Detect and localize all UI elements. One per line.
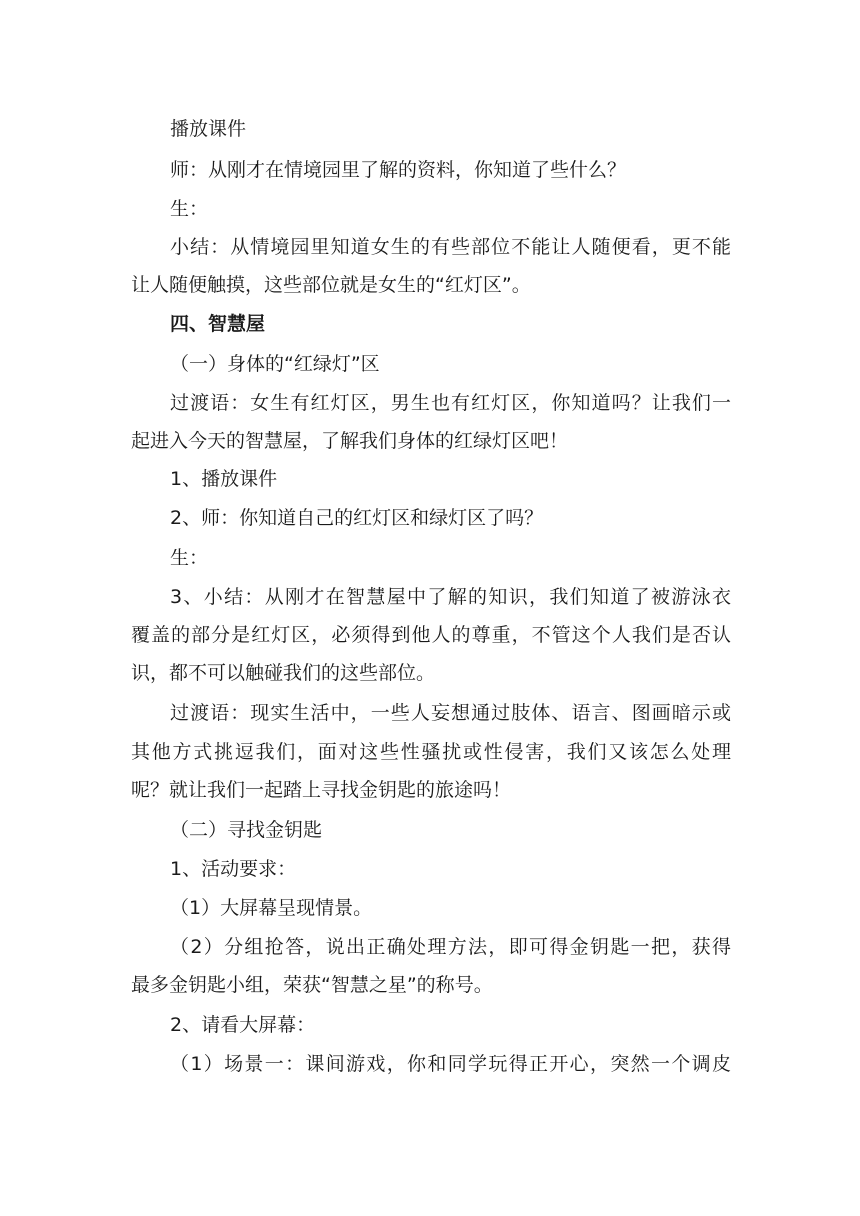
text-line: 最多金钥匙小组，荣获“智慧之星”的称号。 (131, 974, 493, 996)
text-line: 师：从刚才在情境园里了解的资料，你知道了些什么？ (170, 159, 627, 181)
text-line: 过渡语：现实生活中，一些人妄想通过肢体、语言、图画暗示或 (170, 702, 731, 724)
text-line: 生： (170, 547, 209, 569)
text-line: 3、小结：从刚才在智慧屋中了解的知识，我们知道了被游泳衣 (170, 586, 731, 608)
text-line: （2）分组抢答，说出正确处理方法，即可得金钥匙一把，获得 (170, 936, 731, 958)
text-line: 起进入今天的智慧屋，了解我们身体的红绿灯区吧！ (131, 430, 569, 452)
text-line: 播放课件 (170, 118, 247, 140)
text-line: 过渡语：女生有红灯区，男生也有红灯区，你知道吗？让我们一 (170, 392, 731, 414)
text-line: 识，都不可以触碰我们的这些部位。 (131, 662, 436, 684)
text-line: （1）场景一：课间游戏，你和同学玩得正开心，突然一个调皮 (170, 1053, 731, 1075)
text-line: 1、活动要求： (170, 858, 297, 880)
text-line: 2、师：你知道自己的红灯区和绿灯区了吗？ (170, 507, 544, 529)
text-line: 小结：从情境园里知道女生的有些部位不能让人随便看，更不能 (170, 236, 731, 258)
subsection-heading: （二）寻找金钥匙 (170, 819, 323, 841)
subsection-heading: （一）身体的“红绿灯”区 (170, 353, 380, 375)
text-line: 覆盖的部分是红灯区，必须得到他人的尊重，不管这个人我们是否认 (131, 624, 731, 646)
text-line: 呢？就让我们一起踏上寻找金钥匙的旅途吗！ (131, 779, 512, 801)
text-line: 其他方式挑逗我们，面对这些性骚扰或性侵害，我们又该怎么处理 (131, 741, 731, 763)
text-line: 1、播放课件 (170, 468, 278, 490)
text-line: 生： (170, 198, 209, 220)
text-line: 2、请看大屏幕： (170, 1014, 316, 1036)
text-line: （1）大屏幕呈现情景。 (170, 897, 373, 919)
text-line: 让人随便触摸，这些部位就是女生的“红灯区”。 (131, 274, 531, 296)
section-heading: 四、智慧屋 (170, 313, 266, 335)
